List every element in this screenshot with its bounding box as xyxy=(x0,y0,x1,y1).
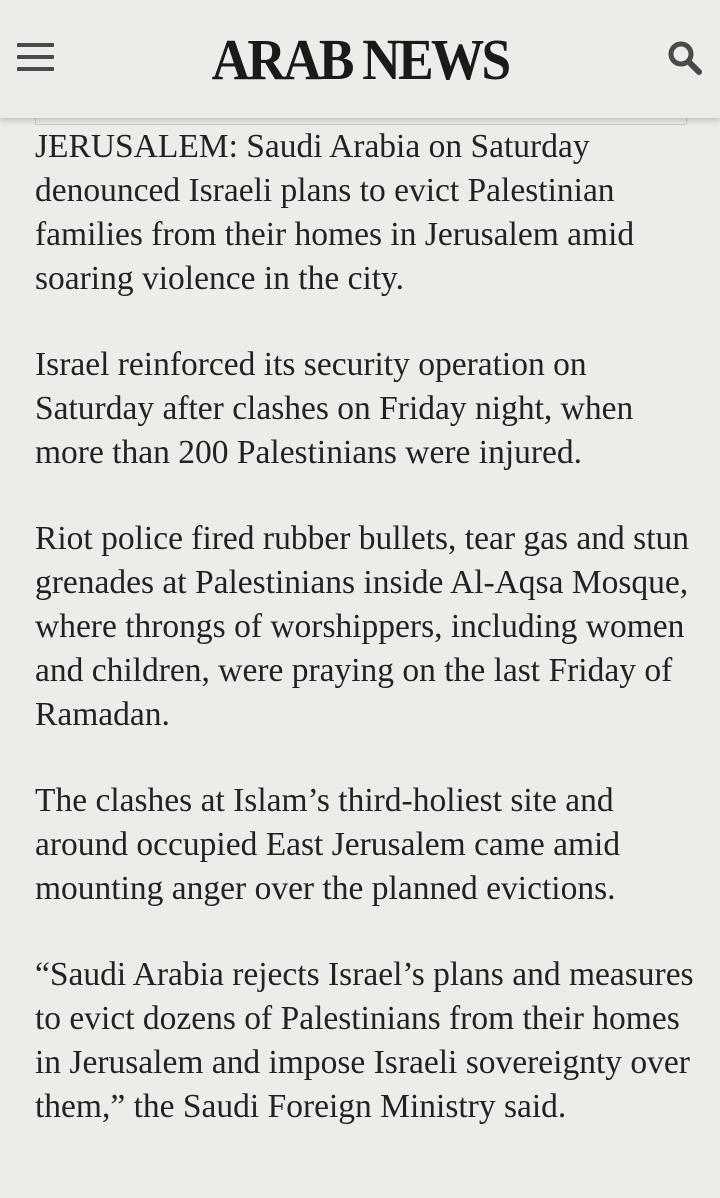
content-divider xyxy=(35,118,687,125)
site-header xyxy=(0,0,720,118)
site-logo[interactable]: ARAB NEWS xyxy=(211,27,509,92)
article-paragraph: Israel reinforced its security operation on Saturday after clashes on Friday night, when more than 200 Palestinians were injured. xyxy=(35,346,634,471)
search-icon[interactable] xyxy=(665,38,705,78)
article-paragraph: “Saudi Arabia rejects Israel’s plans and measures to evict dozens of Palestinians from their homes in Jerusalem and impose Israeli sovereignty over them,” the Saudi Foreign Ministry said. xyxy=(35,956,694,1125)
article-paragraph: JERUSALEM: Saudi Arabia on Saturday denounced Israeli plans to evict Palestinian families from their homes in Jerusalem amid soaring violence in the city. xyxy=(35,128,635,297)
article-body xyxy=(35,125,705,1171)
article-paragraph: The clashes at Islam’s third-holiest site and around occupied East Jerusalem came amid mounting anger over the planned evictions. xyxy=(35,782,621,907)
article-paragraph: Riot police fired rubber bullets, tear gas and stun grenades at Palestinians inside Al-Aqsa Mosque, where throngs of worshippers, including women and children, were praying on the last Friday of Ramadan. xyxy=(35,520,690,733)
